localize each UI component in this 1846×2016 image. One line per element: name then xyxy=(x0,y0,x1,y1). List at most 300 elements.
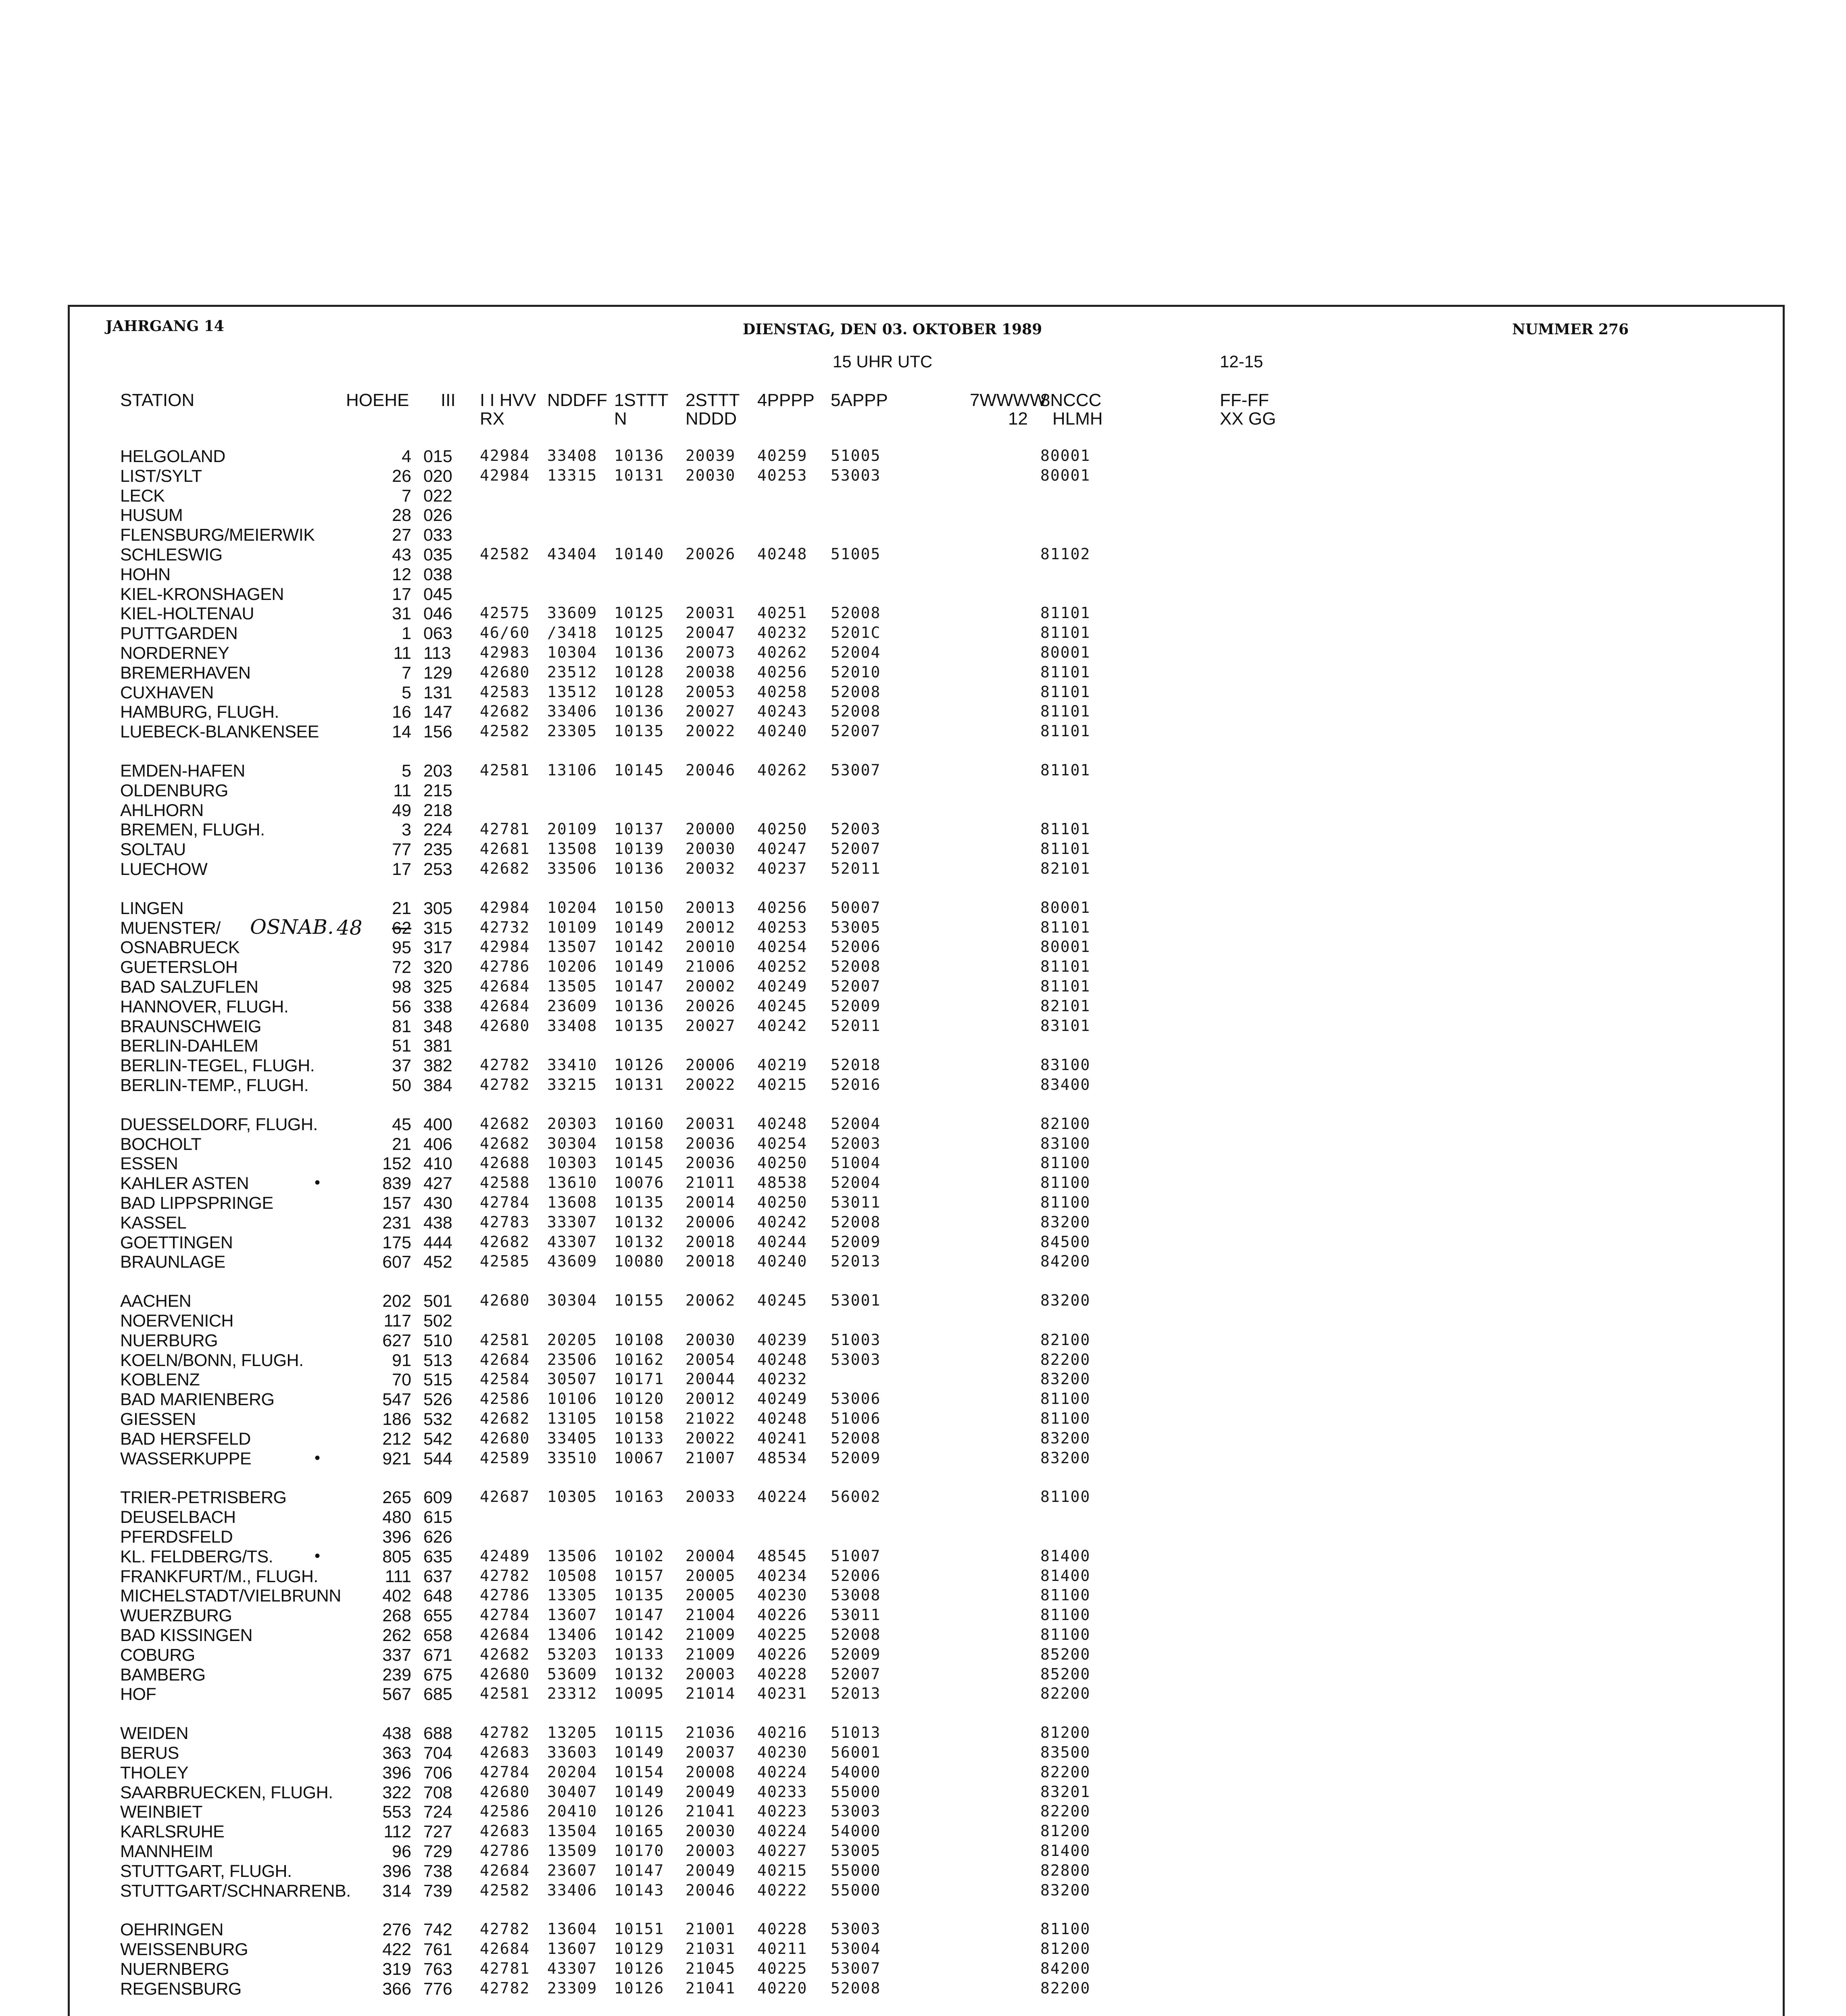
synop-group: 52013 xyxy=(831,1685,881,1702)
station-altitude: 112 xyxy=(383,1822,411,1841)
station-altitude: 26 xyxy=(392,467,411,486)
col-header-c2 xyxy=(614,391,668,428)
synop-group: 40225 xyxy=(757,1960,808,1977)
col-header-line: I I HVV xyxy=(480,390,536,410)
synop-group: 20030 xyxy=(685,467,736,484)
synop-group: 55000 xyxy=(831,1881,881,1899)
station-name: DUESSELDORF, FLUGH. xyxy=(120,1115,318,1134)
station-id: 026 xyxy=(423,506,452,525)
synop-group: 42782 xyxy=(480,1056,530,1074)
table-row xyxy=(0,958,1694,977)
cloud-group: 81100 xyxy=(1040,1488,1091,1506)
table-row xyxy=(0,1233,1694,1253)
synop-group: 42680 xyxy=(480,1017,530,1035)
cloud-group: 81101 xyxy=(1040,840,1091,858)
station-id: 658 xyxy=(423,1626,452,1645)
synop-group: 13507 xyxy=(547,938,598,956)
synop-group: 40232 xyxy=(757,624,808,641)
synop-group: 20018 xyxy=(685,1252,736,1270)
table-row xyxy=(0,1960,1694,1979)
synop-group: 42581 xyxy=(480,1331,530,1349)
station-id: 317 xyxy=(423,938,452,957)
station-altitude: 607 xyxy=(382,1252,411,1272)
cloud-group: 81101 xyxy=(1040,683,1091,701)
station-name: KOBLENZ xyxy=(120,1370,200,1389)
synop-group: 42581 xyxy=(480,761,530,779)
table-row xyxy=(0,1115,1694,1135)
station-name: LINGEN xyxy=(120,899,184,918)
station-id: 513 xyxy=(423,1351,452,1370)
synop-group: 13305 xyxy=(547,1586,598,1604)
station-id: 046 xyxy=(423,604,452,623)
synop-group: 40262 xyxy=(757,644,808,661)
synop-group: 10154 xyxy=(614,1763,665,1781)
station-altitude: 839 xyxy=(382,1174,411,1193)
synop-group: 13504 xyxy=(547,1822,598,1840)
synop-group: 21014 xyxy=(685,1685,736,1702)
synop-group: 42680 xyxy=(480,1291,530,1309)
synop-group: 52008 xyxy=(831,958,881,975)
station-altitude: 62 xyxy=(392,918,411,938)
synop-group: /3418 xyxy=(547,624,598,641)
synop-group: 53007 xyxy=(831,1960,881,1977)
station-name: BAD LIPPSPRINGE xyxy=(120,1193,273,1213)
synop-group: 33215 xyxy=(547,1076,598,1093)
cloud-group: 81101 xyxy=(1040,624,1091,641)
cloud-group: 81100 xyxy=(1040,1606,1091,1624)
station-id: 609 xyxy=(423,1488,452,1507)
station-altitude: 31 xyxy=(392,604,411,623)
station-id: 400 xyxy=(423,1115,452,1134)
synop-group: 52007 xyxy=(831,722,881,740)
station-id: 131 xyxy=(423,683,452,702)
synop-group: 20027 xyxy=(685,1017,736,1035)
synop-group: 40244 xyxy=(757,1233,808,1251)
synop-group: 10136 xyxy=(614,860,665,877)
station-altitude: 805 xyxy=(382,1547,411,1566)
table-row xyxy=(0,525,1694,545)
synop-group: 10140 xyxy=(614,545,665,563)
station-altitude: 265 xyxy=(382,1488,411,1507)
cloud-group: 82200 xyxy=(1040,1351,1091,1368)
station-name: KIEL-HOLTENAU xyxy=(120,604,254,623)
table-row xyxy=(0,1154,1694,1174)
synop-group: 52008 xyxy=(831,1626,881,1643)
station-id: 235 xyxy=(423,840,452,859)
cloud-group: 80001 xyxy=(1040,467,1091,484)
synop-group: 42688 xyxy=(480,1154,530,1172)
synop-group: 10102 xyxy=(614,1547,665,1565)
cloud-group: 82200 xyxy=(1040,1802,1091,1820)
station-id: 338 xyxy=(423,997,452,1016)
synop-group: 33408 xyxy=(547,447,598,464)
cloud-group: 81102 xyxy=(1040,545,1091,563)
table-row xyxy=(0,1331,1694,1351)
synop-group: 33410 xyxy=(547,1056,598,1074)
table-row xyxy=(0,1881,1694,1901)
synop-group: 13608 xyxy=(547,1193,598,1211)
synop-group: 21045 xyxy=(685,1960,736,1977)
synop-group: 13505 xyxy=(547,977,598,995)
station-id: 510 xyxy=(423,1331,452,1350)
table-row xyxy=(0,1351,1694,1370)
synop-group: 52004 xyxy=(831,1174,881,1191)
synop-group: 20036 xyxy=(685,1154,736,1172)
cloud-group: 82101 xyxy=(1040,860,1091,877)
cloud-group: 81101 xyxy=(1040,604,1091,622)
table-row xyxy=(0,1056,1694,1076)
station-id: 739 xyxy=(423,1881,452,1901)
synop-group: 40233 xyxy=(757,1783,808,1801)
cloud-group: 81200 xyxy=(1040,1940,1091,1958)
synop-group: 20038 xyxy=(685,663,736,681)
synop-group: 20004 xyxy=(685,1547,736,1565)
synop-group: 52008 xyxy=(831,604,881,622)
synop-group: 53011 xyxy=(831,1606,881,1624)
synop-group: 40250 xyxy=(757,1154,808,1172)
synop-group: 20046 xyxy=(685,761,736,779)
synop-group: 42784 xyxy=(480,1193,530,1211)
synop-group: 33408 xyxy=(547,1017,598,1035)
station-altitude: 175 xyxy=(382,1233,411,1252)
synop-group: 10133 xyxy=(614,1429,665,1447)
synop-group: 42784 xyxy=(480,1606,530,1624)
synop-group: 52007 xyxy=(831,840,881,858)
synop-group: 20003 xyxy=(685,1665,736,1683)
synop-group: 20000 xyxy=(685,820,736,838)
cloud-group: 81100 xyxy=(1040,1626,1091,1643)
synop-group: 42588 xyxy=(480,1174,530,1191)
cloud-group: 81101 xyxy=(1040,722,1091,740)
table-row xyxy=(0,761,1694,781)
synop-group: 53004 xyxy=(831,1940,881,1958)
station-altitude: 12 xyxy=(392,565,411,584)
synop-group: 42786 xyxy=(480,958,530,975)
synop-group: 52008 xyxy=(831,1213,881,1231)
synop-group: 21004 xyxy=(685,1606,736,1624)
cloud-group: 83400 xyxy=(1040,1076,1091,1093)
synop-group: 42732 xyxy=(480,918,530,936)
station-altitude: 276 xyxy=(382,1920,411,1939)
station-id: 515 xyxy=(423,1370,452,1389)
synop-group: 52003 xyxy=(831,820,881,838)
synop-group: 10149 xyxy=(614,1783,665,1801)
synop-group: 42782 xyxy=(480,1724,530,1741)
synop-group: 20044 xyxy=(685,1370,736,1388)
date-label: DIENSTAG, DEN 03. OKTOBER 1989 xyxy=(743,321,1042,338)
table-row xyxy=(0,1783,1694,1803)
synop-group: 10115 xyxy=(614,1724,665,1741)
synop-group: 23506 xyxy=(547,1351,598,1368)
synop-group: 10165 xyxy=(614,1822,665,1840)
table-row xyxy=(0,1645,1694,1665)
col-header-c0 xyxy=(480,391,536,428)
synop-group: 33609 xyxy=(547,604,598,622)
station-id: 724 xyxy=(423,1802,452,1822)
synop-group: 52004 xyxy=(831,644,881,661)
station-altitude: 77 xyxy=(392,840,411,859)
cloud-group: 81100 xyxy=(1040,1390,1091,1408)
table-row xyxy=(0,1370,1694,1390)
station-name: BRAUNLAGE xyxy=(120,1252,225,1272)
synop-group: 40241 xyxy=(757,1429,808,1447)
synop-group: 10132 xyxy=(614,1665,665,1683)
station-name: EMDEN-HAFEN xyxy=(120,761,245,781)
mountain-station-marker: • xyxy=(315,1174,321,1191)
col-header-line: XX GG xyxy=(1220,409,1276,429)
col-header-line: N xyxy=(614,409,627,429)
synop-group: 40245 xyxy=(757,1291,808,1309)
table-row xyxy=(0,1979,1694,1999)
synop-group: 20031 xyxy=(685,604,736,622)
synop-group: 40250 xyxy=(757,1193,808,1211)
synop-group: 10149 xyxy=(614,1743,665,1761)
synop-group: 21022 xyxy=(685,1410,736,1427)
synop-group: 42584 xyxy=(480,1370,530,1388)
cloud-group: 81100 xyxy=(1040,1154,1091,1172)
station-name: AHLHORN xyxy=(120,801,204,820)
station-id: 704 xyxy=(423,1743,452,1763)
cloud-group: 81101 xyxy=(1040,702,1091,720)
station-name: HAMBURG, FLUGH. xyxy=(120,702,279,722)
station-altitude: 3 xyxy=(402,820,411,839)
station-name: LIST/SYLT xyxy=(120,467,202,486)
synop-group: 40240 xyxy=(757,1252,808,1270)
synop-group: 13512 xyxy=(547,683,598,701)
synop-group: 53006 xyxy=(831,1390,881,1408)
station-id: 615 xyxy=(423,1508,452,1527)
synop-group: 20026 xyxy=(685,997,736,1015)
table-row xyxy=(0,1213,1694,1233)
col-header-c4 xyxy=(757,391,815,410)
cloud-group: 80001 xyxy=(1040,447,1091,464)
synop-group: 52008 xyxy=(831,1429,881,1447)
table-row xyxy=(0,860,1694,879)
synop-group: 52018 xyxy=(831,1056,881,1074)
synop-group: 10108 xyxy=(614,1331,665,1349)
col-header-line: FF-FF xyxy=(1220,390,1269,410)
station-id: 253 xyxy=(423,860,452,879)
station-name: KL. FELDBERG/TS. xyxy=(120,1547,273,1566)
cloud-group: 84200 xyxy=(1040,1252,1091,1270)
synop-group: 40256 xyxy=(757,663,808,681)
station-id: 671 xyxy=(423,1645,452,1665)
synop-group: 40228 xyxy=(757,1920,808,1938)
synop-group: 53005 xyxy=(831,918,881,936)
synop-group: 42489 xyxy=(480,1547,530,1565)
synop-group: 13205 xyxy=(547,1724,598,1741)
cloud-group: 81101 xyxy=(1040,958,1091,975)
station-id: 738 xyxy=(423,1862,452,1881)
synop-group: 40224 xyxy=(757,1763,808,1781)
station-name: WEISSENBURG xyxy=(120,1940,248,1959)
synop-group: 33506 xyxy=(547,860,598,877)
synop-group: 52016 xyxy=(831,1076,881,1093)
station-name: OSNABRUECK xyxy=(120,938,240,957)
synop-group: 13406 xyxy=(547,1626,598,1643)
station-altitude: 547 xyxy=(382,1390,411,1409)
station-name: MANNHEIM xyxy=(120,1842,213,1861)
time-label: 15 UHR UTC xyxy=(833,352,933,371)
synop-group: 42583 xyxy=(480,683,530,701)
synop-group: 10158 xyxy=(614,1410,665,1427)
station-name: BAD MARIENBERG xyxy=(120,1390,275,1409)
cloud-group: 85200 xyxy=(1040,1645,1091,1663)
station-id: 218 xyxy=(423,801,452,820)
synop-group: 42680 xyxy=(480,1783,530,1801)
synop-group: 40220 xyxy=(757,1979,808,1997)
station-name: BOCHOLT xyxy=(120,1135,202,1154)
synop-group: 10120 xyxy=(614,1390,665,1408)
synop-group: 54000 xyxy=(831,1763,881,1781)
station-id: 381 xyxy=(423,1036,452,1056)
synop-group: 51004 xyxy=(831,1154,881,1172)
station-altitude: 5 xyxy=(402,761,411,781)
cloud-group: 81100 xyxy=(1040,1586,1091,1604)
cloud-group: 81100 xyxy=(1040,1193,1091,1211)
synop-group: 51005 xyxy=(831,545,881,563)
cloud-group: 81101 xyxy=(1040,977,1091,995)
synop-group: 40234 xyxy=(757,1567,808,1585)
table-row xyxy=(0,1940,1694,1960)
synop-group: 10508 xyxy=(547,1567,598,1585)
table-row xyxy=(0,1842,1694,1862)
col-header-line: 7WWWW xyxy=(970,390,1047,410)
synop-group: 20026 xyxy=(685,545,736,563)
station-altitude: 438 xyxy=(382,1724,411,1743)
synop-group: 10109 xyxy=(547,918,598,936)
synop-group: 40215 xyxy=(757,1076,808,1093)
table-row xyxy=(0,467,1694,486)
station-altitude: 396 xyxy=(382,1527,411,1547)
synop-group: 42586 xyxy=(480,1802,530,1820)
station-id: 022 xyxy=(423,486,452,506)
synop-group: 53003 xyxy=(831,467,881,484)
synop-group: 33307 xyxy=(547,1213,598,1231)
station-id: 742 xyxy=(423,1920,452,1939)
station-altitude: 152 xyxy=(382,1154,411,1173)
synop-group: 53007 xyxy=(831,761,881,779)
synop-group: 40225 xyxy=(757,1626,808,1643)
synop-group: 42684 xyxy=(480,997,530,1015)
synop-group: 40249 xyxy=(757,977,808,995)
synop-group: 21006 xyxy=(685,958,736,975)
synop-group: 42984 xyxy=(480,899,530,916)
synop-group: 40242 xyxy=(757,1017,808,1035)
synop-group: 56002 xyxy=(831,1488,881,1506)
synop-group: 10206 xyxy=(547,958,598,975)
cloud-group: 83100 xyxy=(1040,1056,1091,1074)
station-name: BAD HERSFELD xyxy=(120,1429,251,1449)
synop-group: 40227 xyxy=(757,1842,808,1860)
table-row xyxy=(0,447,1694,467)
table-row xyxy=(0,1685,1694,1704)
station-name: GUETERSLOH xyxy=(120,958,238,977)
table-row xyxy=(0,1763,1694,1783)
col-header-ff xyxy=(1220,391,1276,428)
synop-group: 21007 xyxy=(685,1449,736,1467)
station-id: 045 xyxy=(423,585,452,604)
synop-group: 52007 xyxy=(831,977,881,995)
synop-group: 10163 xyxy=(614,1488,665,1506)
station-id: 727 xyxy=(423,1822,452,1841)
table-row xyxy=(0,1822,1694,1842)
synop-group: 10076 xyxy=(614,1174,665,1191)
station-name: NOERVENICH xyxy=(120,1311,233,1331)
station-altitude: 81 xyxy=(392,1017,411,1036)
station-id: 430 xyxy=(423,1193,452,1213)
station-id: 526 xyxy=(423,1390,452,1409)
synop-group: 42687 xyxy=(480,1488,530,1506)
cloud-group: 82200 xyxy=(1040,1763,1091,1781)
synop-group: 10128 xyxy=(614,663,665,681)
synop-group: 42782 xyxy=(480,1979,530,1997)
synop-group: 52009 xyxy=(831,997,881,1015)
table-row xyxy=(0,1311,1694,1331)
synop-group: 42682 xyxy=(480,860,530,877)
synop-group: 10160 xyxy=(614,1115,665,1133)
synop-group: 20005 xyxy=(685,1567,736,1585)
synop-group: 10125 xyxy=(614,604,665,622)
synop-group: 33405 xyxy=(547,1429,598,1447)
station-id: 542 xyxy=(423,1429,452,1449)
issue-number: NUMMER 276 xyxy=(1512,321,1629,338)
station-altitude: 567 xyxy=(382,1685,411,1704)
synop-group: 42682 xyxy=(480,1115,530,1133)
station-name: GOETTINGEN xyxy=(120,1233,233,1252)
synop-group: 10131 xyxy=(614,1076,665,1093)
synop-group: 23512 xyxy=(547,663,598,681)
col-header-n8 xyxy=(1040,391,1103,428)
cloud-group: 82101 xyxy=(1040,997,1091,1015)
synop-group: 42682 xyxy=(480,1410,530,1427)
cloud-group: 81400 xyxy=(1040,1567,1091,1585)
synop-group: 42582 xyxy=(480,545,530,563)
synop-group: 20012 xyxy=(685,1390,736,1408)
table-row xyxy=(0,1665,1694,1685)
station-altitude: 21 xyxy=(392,1135,411,1154)
station-altitude: 11 xyxy=(393,781,411,800)
station-id: 215 xyxy=(423,781,452,800)
synop-group: 40254 xyxy=(757,1135,808,1152)
synop-group: 10158 xyxy=(614,1135,665,1152)
synop-group: 40247 xyxy=(757,840,808,858)
station-altitude: 627 xyxy=(382,1331,411,1350)
synop-group: 52004 xyxy=(831,1115,881,1133)
table-row xyxy=(0,1567,1694,1587)
synop-group: 23609 xyxy=(547,997,598,1015)
synop-group: 40219 xyxy=(757,1056,808,1074)
station-id: 325 xyxy=(423,977,452,997)
station-id: 763 xyxy=(423,1960,452,1979)
synop-group: 42682 xyxy=(480,1135,530,1152)
station-altitude: 95 xyxy=(392,938,411,957)
synop-group: 20073 xyxy=(685,644,736,661)
synop-group: 42684 xyxy=(480,1626,530,1643)
table-row xyxy=(0,915,1694,939)
cloud-group: 83100 xyxy=(1040,1135,1091,1152)
synop-group: 40224 xyxy=(757,1822,808,1840)
station-id: 427 xyxy=(423,1174,452,1193)
cloud-group: 81101 xyxy=(1040,663,1091,681)
table-row xyxy=(0,1862,1694,1881)
synop-group: 20039 xyxy=(685,447,736,464)
synop-group: 40253 xyxy=(757,467,808,484)
synop-group: 10135 xyxy=(614,722,665,740)
synop-group: 10126 xyxy=(614,1802,665,1820)
synop-group: 40258 xyxy=(757,683,808,701)
table-row xyxy=(0,997,1694,1017)
